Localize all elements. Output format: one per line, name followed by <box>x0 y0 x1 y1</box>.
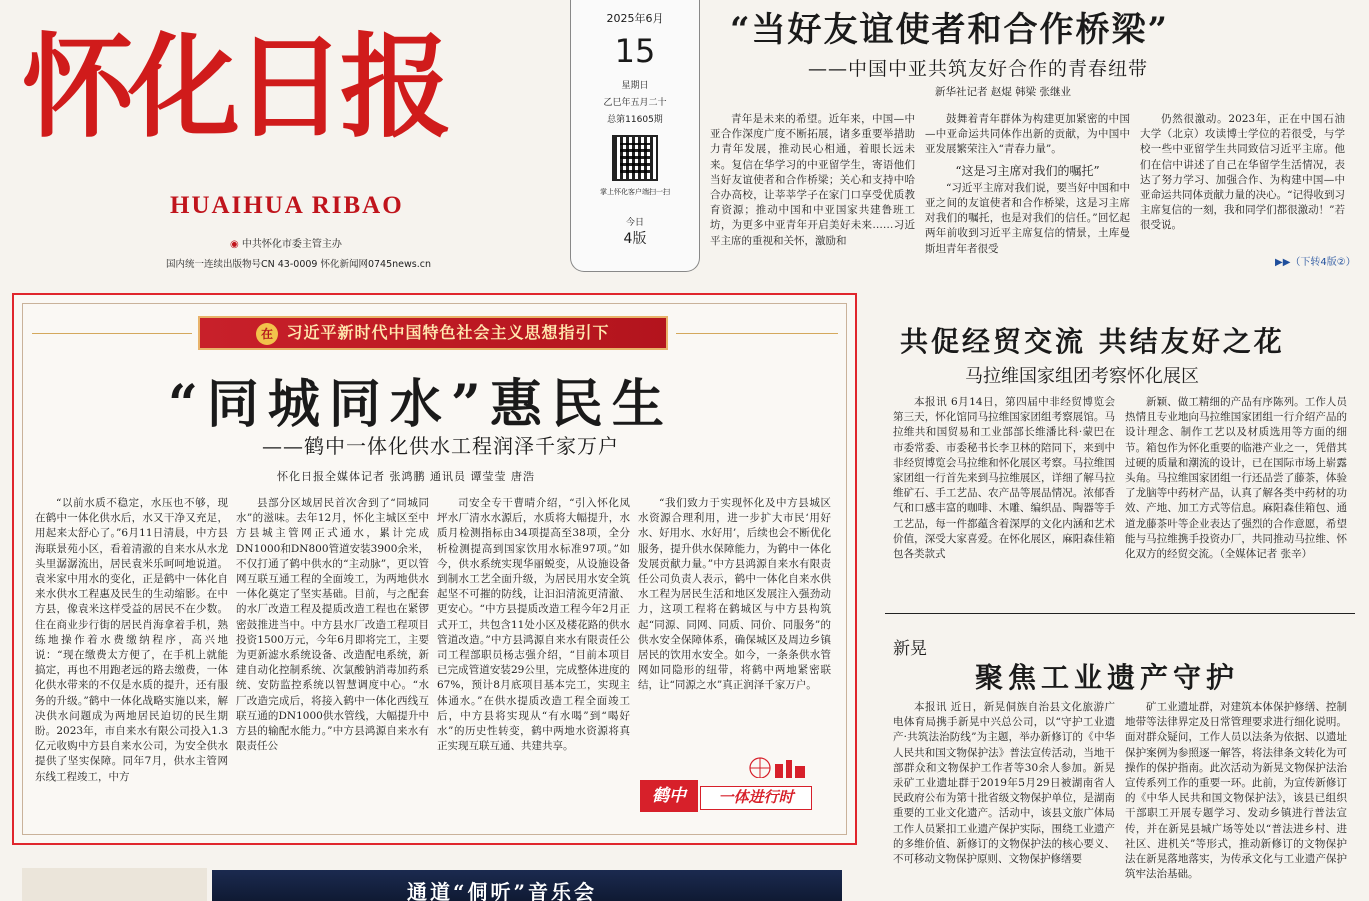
masthead-title: 怀化日报 <box>22 22 446 153</box>
qr-caption: 掌上怀化客户端扫一扫 <box>600 188 670 196</box>
right-story1-col2: 新颖、做工精细的产品有序陈列。工作人员热情且专业地向马拉维国家团组一行介绍产品的设计理念、制作工艺以及材质选用等方面的细节。箱包作为怀化重要的临港产业之一，凭借其过硬的质量和潮流的设计，已在国际市场上崭露头角。马拉维国家团组一行还品尝了藤茶，体验了龙脑等中药材产品，认真了解各类中药材的功效、产地、加工方式等信息。麻阳森佳箱包、通道龙藤茶叶等企业表达了强烈的合作意愿，希望能与马拉维携手投资办厂，共同推动马拉维、怀化双方的经贸交流。（全媒体记者 张辛） <box>1125 396 1347 561</box>
party-emblem-icon: ◉ <box>230 239 239 250</box>
feature-col2: 县部分区域居民首次舍到了“同城同水”的滋味。去年12月，怀化主城区至中方县城主管网正式通水，累计完成DN1000和DN800管道安装3900余米，不仅打通了鹤中供水的“主动脉”，更以管网互联互通工程的全面竣工，为两地供水一体化奠定了坚实基础。目前，与之配套的水厂改造工程及提质改造工程也在紧锣密鼓推进当中。中方县水厂改造工程项目投资1500万元，今年6月即将完工，主要为更新滤水系统设备、改造配电系统，新建自动化控制系统、次氯酸钠消毒加药系统、安防监控系统以智慧调度中心。“水厂改造完成后，将接入鹤中一体化西线互联互通的DN1000供水管线，大幅提升中方县的输配水能力。”中方县鸿源自来水有限责任公 <box>236 497 429 753</box>
date-day: 15 <box>614 32 656 70</box>
right-story1-headline[interactable]: 共促经贸交流 共结友好之花 <box>900 325 1285 358</box>
feature-col4: “我们致力于实现怀化及中方县城区水资源合理利用，进一步扩大市民‘用好水、好用水、水好用’，后续也会不断优化服务，提升供水保障能力，为鹤中一体化发展贡献力量。”中方县鸿源自来水有限责任公司负责人表示，鹤中一体化自来水供水工程为居民生活和地区发展注入强劲动力，这项工程将在鹤城区与中方县构筑起“同源、同网、同质、同价、同服务”的供水安全保障体系，确保城区及周边乡镇居民的饮用水安全。如今，一条条供水管网如同隐形的纽带，将鹤中两地紧密联结，让“同源之水”真正润泽千家万户。 <box>638 497 831 692</box>
date-box <box>570 0 700 272</box>
arrow-icon: ▶▶ <box>1275 257 1291 268</box>
feature-banner <box>198 316 668 350</box>
date-lunar: 乙巳年五月二十 <box>603 98 667 108</box>
page-count: 4版 <box>623 231 647 247</box>
top-story-col3: 仍然很激动。2023年，正在中国石油大学（北京）攻读博士学位的若很受，与学校一些中亚留学生共同致信习近平主席。他们在信中讲述了自己在华留学生活情况，表达了努力学习、加强合作、为构建中国—中亚命运共同体贡献力量的决心。“记得收到习主席复信的一刻，我和同学们都很激动！”若很受说。 <box>1140 113 1345 232</box>
tag-right: 一体进行时 <box>700 786 812 810</box>
masthead-roman: HUAIHUA RIBAO <box>170 192 404 219</box>
bottom-left-photo <box>22 868 207 901</box>
masthead-sponsor <box>230 235 342 250</box>
top-story-subhead: ——中国中亚共筑友好合作的青春纽带 <box>808 58 1149 80</box>
feature-headline[interactable]: “同城同水”惠民生 <box>168 374 673 435</box>
right-story2-kicker: 新晃 <box>893 639 927 659</box>
right-story2-headline[interactable]: 聚焦工业遗产守护 <box>975 661 1240 694</box>
banner-rule-right <box>676 333 838 334</box>
today-label: 今日 <box>625 218 644 228</box>
right-story2-col1: 本报讯 近日，新晃侗族自治县文化旅游广电体育局携手新晃中兴总公司，以“守护工业遗产·共筑法治防线”为主题，举办新修订的《中华人民共和国文物保护法》普法宣传活动，当地干部群众和文物保护工作者等30余人参加。新晃汞矿工业遗址群于2019年5月29日被湖南省人民政府公布为第十批省级文物保护单位，是湖南重要的工业文化遗产。活动中，该县文旅广体局工作人员紧扣工业遗产保护实际，围绕工业遗产的多维价值、新修订的文物保护法的核心要义、不可移动文物保护原则、文物保护修缮要 <box>893 701 1115 866</box>
feature-series-tag <box>640 780 815 814</box>
banner-rule-left <box>32 333 192 334</box>
continue-link[interactable] <box>1275 253 1356 268</box>
top-story-col1: 青年是未来的希望。近年来，中国—中亚合作深度广度不断拓展，诸多重要举措助力青年发展，推动民心相通，着眼长远未来。复信在华学习的中亚留学生，寄语他们当好友谊使者和合作桥梁；关心和支持中哈合办高校，让莘莘学子在家门口享受优质教育资源；推动中国和中亚国家共建鲁班工坊，为更多中亚青年开启美好未来……习近平主席的重视和关怀，激励和 <box>710 113 915 247</box>
feature-subhead: ——鹤中一体化供水工程润泽千家万户 <box>262 434 619 458</box>
issue-number: 总第11605期 <box>607 115 663 125</box>
continue-text: （下转4版②） <box>1290 257 1356 268</box>
top-story-col2: 鼓舞着青年群体为构建更加紧密的中国—中亚命运共同体作出新的贡献，为中国中亚发展繁荣注入“青春力量”。 “这是习主席对我们的嘱托” “习近平主席对我们说，要当好中国和中亚之间的友谊使者和合作桥梁，这是习主席对我们的嘱托，也是对我们的信任。”回忆起两年前收到习近平主席复信的情景，土库曼斯坦青年者很受 <box>925 113 1130 255</box>
feature-col3: 司安全专干曹晴介绍，“引入怀化凤坪水厂清水水源后，水质将大幅提升，水质月检测指标由34项提高至38项，全分析检测提高到国家饮用水标准97项。”如今，供水系统实现华丽蜕变，从设施设备到制水工艺全面升级，为居民用水安全筑起坚不可摧的防线，让汩汩清流更清澈、更安心。“中方县提质改造工程今年2月正式开工，共包含11处小区及楼花路的供水管道改造。”中方县鸿源自来水有限责任公司工程部职员杨志强介绍，“目前本项目已完成管道安装29公里，完成整体进度的67%，预计8月底项目基本完工，实现主体通水。”在供水提质改造工程全面竣工后，中方县将实现从“有水喝”到“喝好水”的历史性转变，鹤中两地水资源将真正实现互联互通、共建共享。 <box>437 497 630 753</box>
bottom-photo[interactable] <box>212 870 842 901</box>
top-story-headline[interactable]: “当好友谊使者和合作桥梁” <box>730 10 1170 50</box>
top-story-byline: 新华社记者 赵焜 韩梁 张继业 <box>935 86 1072 98</box>
right-divider <box>885 613 1355 614</box>
qr-code-icon[interactable] <box>612 135 658 181</box>
feature-banner-text: 习近平新时代中国特色社会主义思想指引下 <box>286 323 610 342</box>
top-story-col2-subhead: “这是习主席对我们的嘱托” <box>955 163 1100 178</box>
feature-col1: “以前水质不稳定，水压也不够，现在鹤中一体化供水后，水又干净又充足，用起来太舒心了。”6月11日清晨，中方县海联景苑小区，看着清澈的自来水从水龙头里潺潺流出，居民袁米乐呵呵地说道。袁米家中用水的变化，正是鹤中一体化自来水供水工程惠及民生的生动缩影。在中方县，像袁米这样受益的居民不在少数。住在商业步行街的居民肖海拿着手机，熟练地操作着水费缴纳程序，高兴地说：“现在缴费太方便了，在手机上就能搞定，再也不用跑老远的路去缴费，一体化供水带来的不仅是水质的提升，还有服务的升级。”鹤中一体化战略实施以来，解决供水问题成为两地居民迫切的民生期盼。2023年，市自来水有限公司投入1.3亿元收购中方县自来水公司，为安全供水提供了坚实保障。同年7月，供水主管网东线工程竣工，中方 <box>35 497 228 783</box>
sponsor-text: 中共怀化市委主管主办 <box>241 239 342 250</box>
publication-info: 国内统一连续出版物号CN 43-0009 怀化新闻网0745news.cn <box>166 259 431 270</box>
date-weekday: 星期日 <box>621 81 649 91</box>
right-story2-col2: 矿工业遗址群，对建筑本体保护修缮、控制地带等法律界定及日常管理要求进行细化说明。面对群众疑问，工作人员以法条为依据、以遗址保护案例为参照逐一解答，将法律条文转化为可操作的保护指南。此次活动为新晃文物保护法治宣传系列工作的重要一环。此前，为宣传新修订的《中华人民共和国文物保护法》，该县已组织干部职工开展专题学习、发动乡镇进行普法宣传，并在新晃县城广场等处以“普法进乡村、进社区、进机关”等形式，推动新修订的文物保护法在新晃落地落实，为传承文化与工业遗产保护筑牢法治基础。 <box>1125 701 1347 881</box>
bottom-photo-title: 通道“侗听”音乐会 <box>407 880 598 901</box>
right-story1-subhead: 马拉维国家组团考察怀化展区 <box>965 366 1199 387</box>
date-yearmonth: 2025年6月 <box>606 12 664 25</box>
feature-byline: 怀化日报全媒体记者 张鸿鹏 通讯员 谭莹莹 唐浩 <box>277 470 535 483</box>
tag-left: 鹤中 <box>640 780 698 812</box>
right-story1-col1: 本报讯 6月14日，第四届中非经贸博览会第三天，怀化馆同马拉维国家团组考察展馆。马拉维共和国贸易和工业部部长维潘比科·蒙巴在市委常委、市委秘书长李卫林的陪同下，来到中非经贸博览会马拉维和怀化展区考察。马拉维国家团组一行首先来到马拉维展区，详细了解马拉维矿石、手工艺品、农产品等展品情况。浓郁香气和口感丰富的咖啡、木雕、编织品、陶器等手工艺品，每一件都蕴含着深厚的文化内涵和艺术价值，深受大家喜爱。在怀化展区，麻阳森佳箱包各类款式 <box>893 396 1115 561</box>
ferris-wheel-icon <box>730 752 820 778</box>
feature-banner-emblem: 在 <box>256 323 278 345</box>
